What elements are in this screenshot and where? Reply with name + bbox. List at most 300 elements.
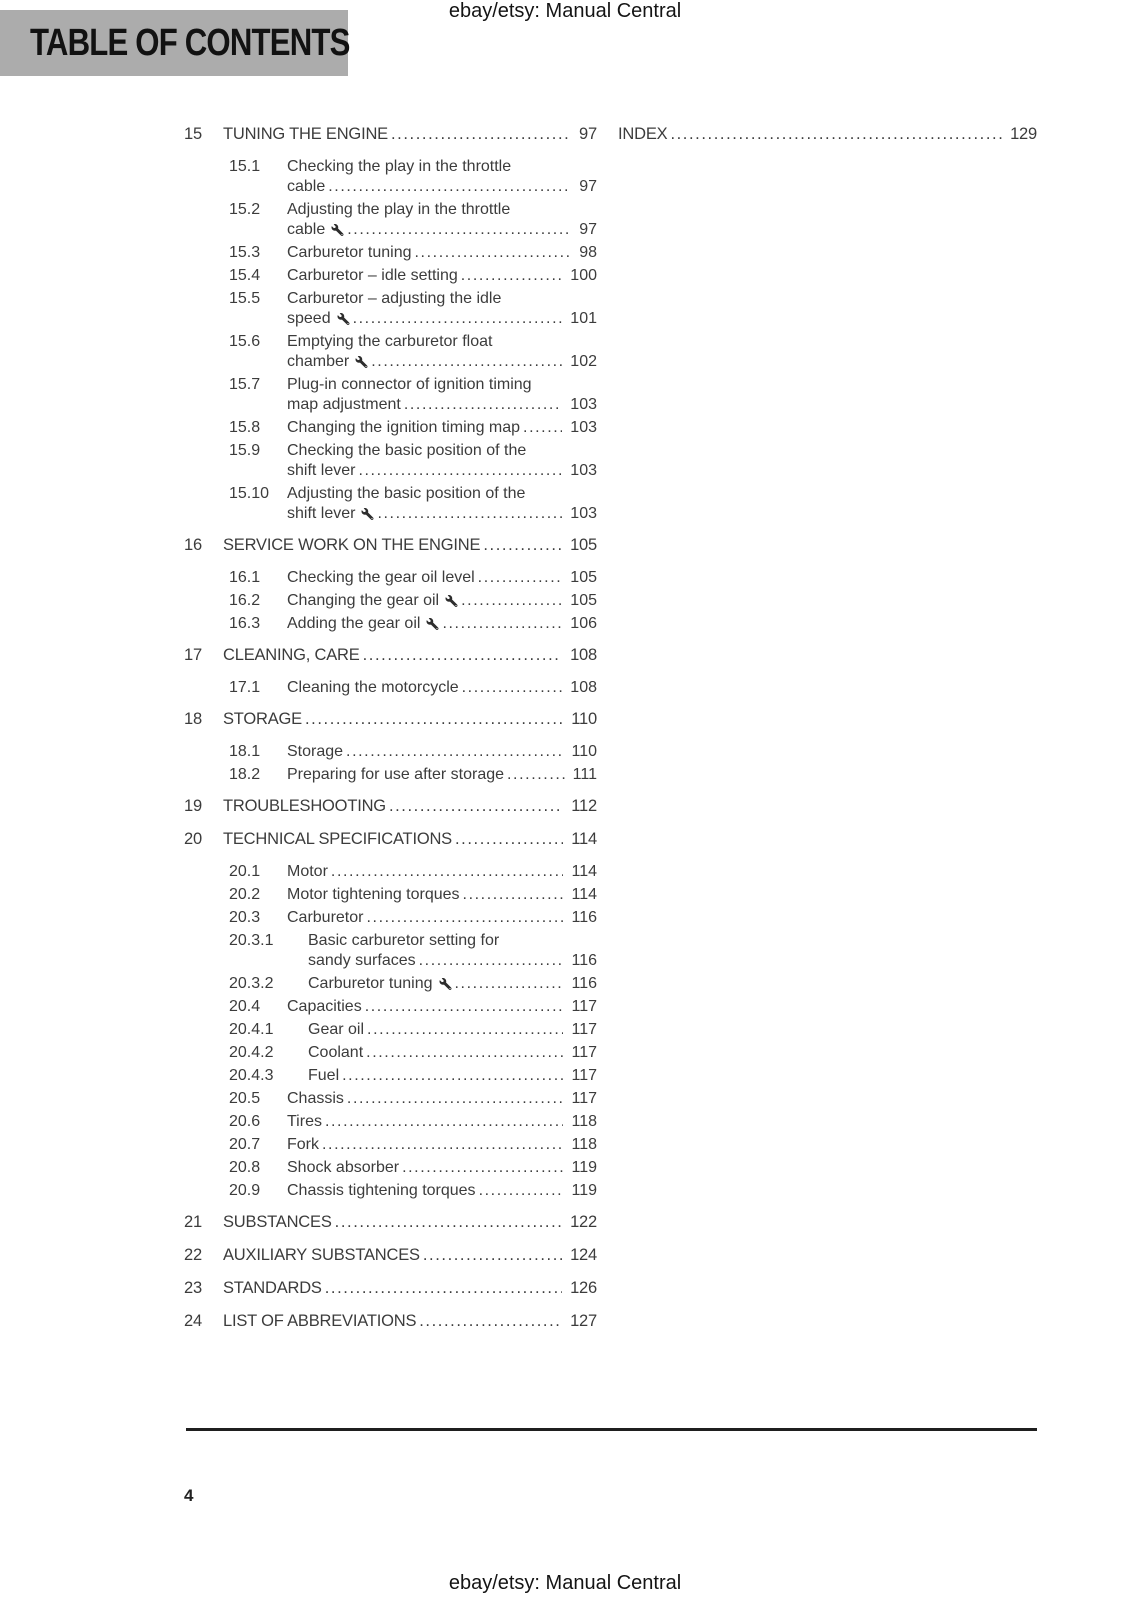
toc-entry-title: SERVICE WORK ON THE ENGINE bbox=[223, 536, 481, 554]
dot-leader bbox=[504, 765, 565, 785]
footer-site-label: ebay/etsy: Manual Central bbox=[448, 1572, 682, 1594]
toc-entry-title: chamber bbox=[287, 353, 350, 370]
dot-leader bbox=[350, 309, 563, 329]
toc-entry-page: 103 bbox=[570, 396, 597, 413]
toc-entry bbox=[184, 645, 597, 665]
dot-leader bbox=[416, 1311, 562, 1331]
wrench-icon bbox=[445, 595, 458, 607]
dot-leader bbox=[388, 124, 571, 144]
dot-leader bbox=[322, 1112, 564, 1132]
toc-entry-number: 20.1 bbox=[229, 863, 261, 880]
toc-entry-body bbox=[223, 124, 597, 144]
toc-entry-page: 124 bbox=[570, 1246, 597, 1264]
toc-entry-title: AUXILIARY SUBSTANCES bbox=[223, 1246, 420, 1264]
dot-leader bbox=[355, 461, 562, 481]
toc-entry-body bbox=[287, 997, 597, 1017]
toc-entry-title: Carburetor tuning bbox=[308, 975, 433, 992]
toc-entry-page: 129 bbox=[1010, 125, 1037, 143]
toc-entry bbox=[229, 375, 597, 415]
toc-entry-body bbox=[287, 742, 597, 762]
dot-leader bbox=[439, 614, 562, 634]
toc-entry-body bbox=[287, 1181, 597, 1201]
toc-entry-title: Fork bbox=[287, 1136, 319, 1153]
toc-entry-body bbox=[287, 1089, 597, 1109]
toc-entry-number: 15.6 bbox=[229, 333, 261, 350]
toc-entry-page: 119 bbox=[571, 1159, 597, 1176]
toc-entry bbox=[184, 1212, 597, 1232]
toc-entry-page: 126 bbox=[570, 1279, 597, 1297]
toc-entry-page: 103 bbox=[570, 419, 597, 436]
toc-entry-title: Shock absorber bbox=[287, 1159, 400, 1176]
toc-entry-number: 20.2 bbox=[229, 886, 261, 903]
toc-entry-number: 20.5 bbox=[229, 1090, 261, 1107]
toc-entry-last-line bbox=[223, 535, 597, 555]
toc-entry-body bbox=[287, 568, 597, 588]
toc-entry-last-line bbox=[287, 1112, 597, 1132]
toc-entry-title-line: Carburetor – adjusting the idle bbox=[287, 290, 502, 307]
toc-entry-title-line: Emptying the carburetor float bbox=[287, 333, 493, 350]
dot-leader bbox=[412, 243, 572, 263]
toc-entry-title: TROUBLESHOOTING bbox=[223, 797, 386, 815]
toc-entry-title: Changing the gear oil bbox=[287, 592, 440, 609]
wrench-icon bbox=[355, 356, 368, 368]
toc-entry bbox=[229, 678, 597, 698]
toc-entry-last-line bbox=[287, 309, 597, 329]
toc-entry-body bbox=[287, 1135, 597, 1155]
toc-entry-number: 19 bbox=[184, 797, 202, 815]
toc-entry-number: 16 bbox=[184, 536, 202, 554]
toc-entry-last-line bbox=[287, 395, 597, 415]
dot-leader bbox=[480, 535, 562, 555]
toc-entry-number: 16.1 bbox=[229, 569, 261, 586]
toc-entry-number: 15.4 bbox=[229, 267, 261, 284]
toc-entry-page: 105 bbox=[570, 592, 597, 609]
toc-entry-body bbox=[223, 709, 597, 729]
dot-leader bbox=[302, 709, 563, 729]
toc-entry-number: 17.1 bbox=[229, 679, 261, 696]
toc-entry-number: 20.4.3 bbox=[229, 1067, 274, 1084]
toc-entry-body bbox=[287, 266, 597, 286]
toc-entry-title: cable bbox=[287, 178, 326, 195]
toc-entry-title-line: Checking the basic position of the bbox=[287, 442, 527, 459]
toc-entry bbox=[229, 1066, 597, 1086]
toc-entry-number: 20.3.2 bbox=[229, 975, 274, 992]
toc-entry-last-line bbox=[287, 504, 597, 524]
toc-entry-page: 117 bbox=[571, 1067, 597, 1084]
toc-entry-page: 100 bbox=[570, 267, 597, 284]
dot-leader bbox=[452, 974, 564, 994]
toc-entry-page: 117 bbox=[571, 998, 597, 1015]
toc-entry-last-line bbox=[308, 951, 597, 971]
toc-entry-body bbox=[287, 678, 597, 698]
toc-entry-page: 106 bbox=[570, 615, 597, 632]
toc-entry-title: Storage bbox=[287, 743, 344, 760]
toc-entry-page: 112 bbox=[571, 797, 597, 815]
toc-entry-title-line: Checking the play in the throttle bbox=[287, 158, 512, 175]
toc-entry bbox=[618, 124, 1037, 144]
wrench-icon bbox=[361, 508, 374, 520]
toc-entry-title: Motor tightening torques bbox=[287, 886, 460, 903]
toc-entry-page: 103 bbox=[570, 505, 597, 522]
toc-entry-body bbox=[287, 200, 597, 240]
toc-entry bbox=[229, 1043, 597, 1063]
toc-entry-last-line bbox=[287, 243, 597, 263]
toc-entry bbox=[229, 484, 597, 524]
toc-entry bbox=[229, 765, 597, 785]
toc-entry-number: 20.4 bbox=[229, 998, 261, 1015]
toc-entry-title: Fuel bbox=[308, 1067, 340, 1084]
toc-entry-title: Checking the gear oil level bbox=[287, 569, 475, 586]
toc-entry-number: 20.7 bbox=[229, 1136, 261, 1153]
dot-leader bbox=[325, 177, 571, 197]
toc-entry-last-line bbox=[223, 645, 597, 665]
toc-column-right bbox=[618, 124, 1037, 157]
toc-entry-body bbox=[223, 645, 597, 665]
toc-entry-last-line bbox=[287, 742, 597, 762]
toc-entry-last-line bbox=[223, 124, 597, 144]
dot-leader bbox=[520, 418, 562, 438]
toc-entry-title: cable bbox=[287, 221, 326, 238]
toc-entry-page: 114 bbox=[571, 830, 597, 848]
toc-entry-title: Carburetor tuning bbox=[287, 244, 412, 261]
toc-entry-page: 101 bbox=[570, 310, 597, 327]
wrench-icon bbox=[331, 224, 344, 236]
toc-entry-body bbox=[308, 931, 597, 971]
toc-entry bbox=[229, 997, 597, 1017]
toc-entry bbox=[229, 974, 597, 994]
toc-entry-title: shift lever bbox=[287, 462, 356, 479]
toc-entry-body bbox=[223, 829, 597, 849]
toc-entry bbox=[229, 157, 597, 197]
toc-entry-page: 116 bbox=[571, 975, 597, 992]
dot-leader bbox=[364, 1020, 563, 1040]
toc-entry-body bbox=[308, 974, 597, 994]
toc-entry-title-line: Plug-in connector of ignition timing bbox=[287, 376, 532, 393]
toc-entry bbox=[229, 1181, 597, 1201]
toc-entry-last-line bbox=[308, 974, 597, 994]
toc-entry-body bbox=[223, 1278, 597, 1298]
toc-entry bbox=[184, 535, 597, 555]
toc-entry-page: 116 bbox=[571, 909, 597, 926]
toc-entry-last-line bbox=[287, 266, 597, 286]
toc-entry-number: 15.5 bbox=[229, 290, 261, 307]
toc-entry-page: 105 bbox=[570, 569, 597, 586]
toc-entry-number: 20.3 bbox=[229, 909, 261, 926]
toc-entry-body bbox=[287, 765, 597, 785]
dot-leader bbox=[343, 742, 563, 762]
toc-entry-last-line bbox=[287, 418, 597, 438]
toc-entry bbox=[184, 1245, 597, 1265]
toc-entry-page: 105 bbox=[570, 536, 597, 554]
toc-entry-last-line bbox=[287, 177, 597, 197]
toc-entry-number: 23 bbox=[184, 1279, 202, 1297]
toc-entry-title: Capacities bbox=[287, 998, 362, 1015]
dot-leader bbox=[360, 645, 562, 665]
toc-entry-body bbox=[223, 1245, 597, 1265]
toc-entry-body bbox=[287, 289, 597, 329]
toc-entry-title: map adjustment bbox=[287, 396, 401, 413]
toc-entry-number: 20.9 bbox=[229, 1182, 261, 1199]
dot-leader bbox=[667, 124, 1002, 144]
dot-leader bbox=[374, 504, 562, 524]
toc-entry-last-line bbox=[308, 1043, 597, 1063]
toc-entry-last-line bbox=[287, 1135, 597, 1155]
toc-entry-title-line: Adjusting the play in the throttle bbox=[287, 201, 511, 218]
toc-entry-title: Chassis bbox=[287, 1090, 344, 1107]
toc-entry-body bbox=[287, 862, 597, 882]
dot-leader bbox=[476, 1181, 564, 1201]
toc-entry-page: 122 bbox=[570, 1213, 597, 1231]
toc-entry-title-line: Basic carburetor setting for bbox=[308, 932, 500, 949]
toc-entry-number: 15.8 bbox=[229, 419, 261, 436]
toc-entry-body bbox=[287, 332, 597, 372]
toc-entry bbox=[229, 289, 597, 329]
toc-entry-last-line bbox=[287, 1181, 597, 1201]
header-site-label: ebay/etsy: Manual Central bbox=[448, 0, 682, 22]
toc-entry-last-line bbox=[287, 908, 597, 928]
toc-entry bbox=[229, 885, 597, 905]
toc-entry bbox=[229, 1112, 597, 1132]
wrench-icon bbox=[439, 978, 452, 990]
toc-entry-title: Motor bbox=[287, 863, 328, 880]
toc-entry-last-line bbox=[287, 1089, 597, 1109]
toc-entry bbox=[229, 418, 597, 438]
toc-entry-title: Preparing for use after storage bbox=[287, 766, 505, 783]
toc-entry-title: Coolant bbox=[308, 1044, 364, 1061]
toc-column-left bbox=[184, 124, 597, 1344]
toc-entry-last-line bbox=[223, 1278, 597, 1298]
toc-entry-page: 117 bbox=[571, 1090, 597, 1107]
dot-leader bbox=[459, 678, 563, 698]
toc-entry bbox=[184, 1278, 597, 1298]
toc-entry-number: 21 bbox=[184, 1213, 202, 1231]
toc-entry bbox=[184, 796, 597, 816]
toc-entry-page: 127 bbox=[570, 1312, 597, 1330]
toc-entry-title: CLEANING, CARE bbox=[223, 646, 360, 664]
toc-entry-page: 97 bbox=[579, 221, 597, 238]
toc-entry-title: STORAGE bbox=[223, 710, 302, 728]
toc-entry bbox=[229, 266, 597, 286]
dot-leader bbox=[368, 352, 562, 372]
toc-entry-body bbox=[308, 1043, 597, 1063]
toc-entry-body bbox=[287, 591, 597, 611]
toc-entry bbox=[229, 568, 597, 588]
toc-entry-page: 110 bbox=[571, 710, 597, 728]
toc-entry-page: 117 bbox=[571, 1044, 597, 1061]
dot-leader bbox=[328, 862, 564, 882]
toc-entry bbox=[229, 1089, 597, 1109]
dot-leader bbox=[363, 908, 563, 928]
dot-leader bbox=[420, 1245, 562, 1265]
toc-entry-number: 15.3 bbox=[229, 244, 261, 261]
toc-entry-number: 24 bbox=[184, 1312, 202, 1330]
toc-entry-number: 20.4.1 bbox=[229, 1021, 274, 1038]
toc-entry-title-line: Adjusting the basic position of the bbox=[287, 485, 526, 502]
toc-entry-number: 15.9 bbox=[229, 442, 261, 459]
toc-entry-page: 103 bbox=[570, 462, 597, 479]
toc-entry-last-line bbox=[223, 829, 597, 849]
toc-entry-number: 20 bbox=[184, 830, 202, 848]
dot-leader bbox=[460, 885, 564, 905]
toc-entry-title: Carburetor – idle setting bbox=[287, 267, 458, 284]
dot-leader bbox=[458, 266, 563, 286]
toc-entry-title: Adding the gear oil bbox=[287, 615, 421, 632]
toc-entry-title: speed bbox=[287, 310, 331, 327]
toc-entry-body bbox=[618, 124, 1037, 144]
toc-entry bbox=[229, 1020, 597, 1040]
toc-entry-number: 20.8 bbox=[229, 1159, 261, 1176]
dot-leader bbox=[332, 1212, 562, 1232]
toc-entry-number: 16.2 bbox=[229, 592, 261, 609]
toc-entry bbox=[229, 931, 597, 971]
toc-entry bbox=[229, 1158, 597, 1178]
toc-entry bbox=[229, 862, 597, 882]
dot-leader bbox=[452, 829, 563, 849]
toc-entry-number: 18.1 bbox=[229, 743, 261, 760]
toc-entry-last-line bbox=[223, 709, 597, 729]
toc-entry-number: 18 bbox=[184, 710, 202, 728]
toc-entry bbox=[184, 124, 597, 144]
toc-entry-title: SUBSTANCES bbox=[223, 1213, 332, 1231]
toc-entry-number: 17 bbox=[184, 646, 202, 664]
dot-leader bbox=[344, 1089, 564, 1109]
toc-entry-number: 20.6 bbox=[229, 1113, 261, 1130]
toc-entry-page: 110 bbox=[571, 743, 597, 760]
toc-entry bbox=[229, 243, 597, 263]
toc-entry-page: 119 bbox=[571, 1182, 597, 1199]
toc-entry-title: Changing the ignition timing map bbox=[287, 419, 521, 436]
toc-entry-last-line bbox=[287, 352, 597, 372]
dot-leader bbox=[322, 1278, 562, 1298]
toc-entry-title: Carburetor bbox=[287, 909, 364, 926]
toc-entry bbox=[229, 908, 597, 928]
dot-leader bbox=[362, 997, 564, 1017]
toc-entry-page: 108 bbox=[570, 679, 597, 696]
page-number: 4 bbox=[184, 1486, 194, 1505]
toc-entry-number: 22 bbox=[184, 1246, 202, 1264]
toc-entry-number: 20.4.2 bbox=[229, 1044, 274, 1061]
toc-entry-title: Tires bbox=[287, 1113, 322, 1130]
dot-leader bbox=[344, 220, 571, 240]
toc-entry-title: sandy surfaces bbox=[308, 952, 416, 969]
toc-entry-body bbox=[287, 908, 597, 928]
toc-entry-body bbox=[287, 157, 597, 197]
toc-entry-last-line bbox=[287, 678, 597, 698]
toc-entry-body bbox=[287, 418, 597, 438]
toc-entry bbox=[229, 200, 597, 240]
toc-entry-page: 98 bbox=[579, 244, 597, 261]
toc-entry-page: 108 bbox=[570, 646, 597, 664]
toc-entry-body bbox=[287, 1158, 597, 1178]
toc-entry-last-line bbox=[223, 796, 597, 816]
toc-entry-page: 97 bbox=[579, 125, 597, 143]
toc-entry-body bbox=[308, 1020, 597, 1040]
toc-entry-last-line bbox=[618, 124, 1037, 144]
toc-entry-last-line bbox=[287, 591, 597, 611]
footer-rule bbox=[186, 1428, 1037, 1431]
toc-entry-last-line bbox=[223, 1212, 597, 1232]
page-title: TABLE OF CONTENTS bbox=[30, 21, 350, 64]
toc-entry-last-line bbox=[287, 614, 597, 634]
toc-entry-page: 118 bbox=[571, 1136, 597, 1153]
wrench-icon bbox=[337, 313, 350, 325]
toc-entry-number: 16.3 bbox=[229, 615, 261, 632]
toc-entry-last-line bbox=[223, 1311, 597, 1331]
toc-entry-body bbox=[308, 1066, 597, 1086]
toc-entry-page: 97 bbox=[579, 178, 597, 195]
toc-entry-title: Cleaning the motorcycle bbox=[287, 679, 459, 696]
wrench-icon bbox=[426, 618, 439, 630]
toc-entry-last-line bbox=[308, 1020, 597, 1040]
toc-entry bbox=[229, 441, 597, 481]
toc-entry bbox=[229, 614, 597, 634]
toc-entry-title: LIST OF ABBREVIATIONS bbox=[223, 1312, 417, 1330]
toc-entry-number: 18.2 bbox=[229, 766, 261, 783]
toc-entry-number: 15.7 bbox=[229, 376, 261, 393]
toc-entry-last-line bbox=[287, 461, 597, 481]
dot-leader bbox=[458, 591, 562, 611]
toc-entry-last-line bbox=[287, 885, 597, 905]
toc-entry-page: 114 bbox=[571, 863, 597, 880]
toc-entry-body bbox=[223, 796, 597, 816]
toc-entry bbox=[229, 591, 597, 611]
toc-entry bbox=[229, 1135, 597, 1155]
toc-entry-number: 15.2 bbox=[229, 201, 261, 218]
toc-entry-last-line bbox=[287, 997, 597, 1017]
toc-entry-page: 111 bbox=[572, 766, 597, 783]
toc-entry-body bbox=[223, 1212, 597, 1232]
toc-entry-page: 118 bbox=[571, 1113, 597, 1130]
toc-entry-number: 15.10 bbox=[229, 485, 270, 502]
dot-leader bbox=[401, 395, 562, 415]
toc-entry-number: 15 bbox=[184, 125, 202, 143]
toc-entry-title: TECHNICAL SPECIFICATIONS bbox=[223, 830, 452, 848]
toc-entry-last-line bbox=[287, 765, 597, 785]
dot-leader bbox=[339, 1066, 563, 1086]
toc-entry-title: INDEX bbox=[618, 125, 668, 143]
toc-entry-body bbox=[223, 1311, 597, 1331]
toc-entry-page: 116 bbox=[571, 952, 597, 969]
toc-entry-body bbox=[287, 614, 597, 634]
toc-entry-body bbox=[287, 375, 597, 415]
dot-leader bbox=[399, 1158, 563, 1178]
toc-entry bbox=[229, 332, 597, 372]
dot-leader bbox=[475, 568, 563, 588]
dot-leader bbox=[363, 1043, 563, 1063]
toc-entry-last-line bbox=[287, 568, 597, 588]
page-heading-box bbox=[0, 10, 348, 76]
toc-entry-body bbox=[287, 885, 597, 905]
dot-leader bbox=[416, 951, 564, 971]
toc-entry-last-line bbox=[308, 1066, 597, 1086]
toc-entry bbox=[229, 742, 597, 762]
toc-entry-body bbox=[287, 1112, 597, 1132]
toc-entry-title: Gear oil bbox=[308, 1021, 365, 1038]
toc-entry-last-line bbox=[287, 1158, 597, 1178]
toc-entry-last-line bbox=[223, 1245, 597, 1265]
toc-entry-number: 20.3.1 bbox=[229, 932, 274, 949]
toc-entry-page: 114 bbox=[571, 886, 597, 903]
toc-entry-page: 117 bbox=[571, 1021, 597, 1038]
toc-entry-title: TUNING THE ENGINE bbox=[223, 125, 388, 143]
toc-entry bbox=[184, 1311, 597, 1331]
toc-entry-number: 15.1 bbox=[229, 158, 261, 175]
toc-entry-title: STANDARDS bbox=[223, 1279, 322, 1297]
toc-entry-title: Chassis tightening torques bbox=[287, 1182, 476, 1199]
dot-leader bbox=[319, 1135, 563, 1155]
toc-entry bbox=[184, 829, 597, 849]
dot-leader bbox=[386, 796, 563, 816]
